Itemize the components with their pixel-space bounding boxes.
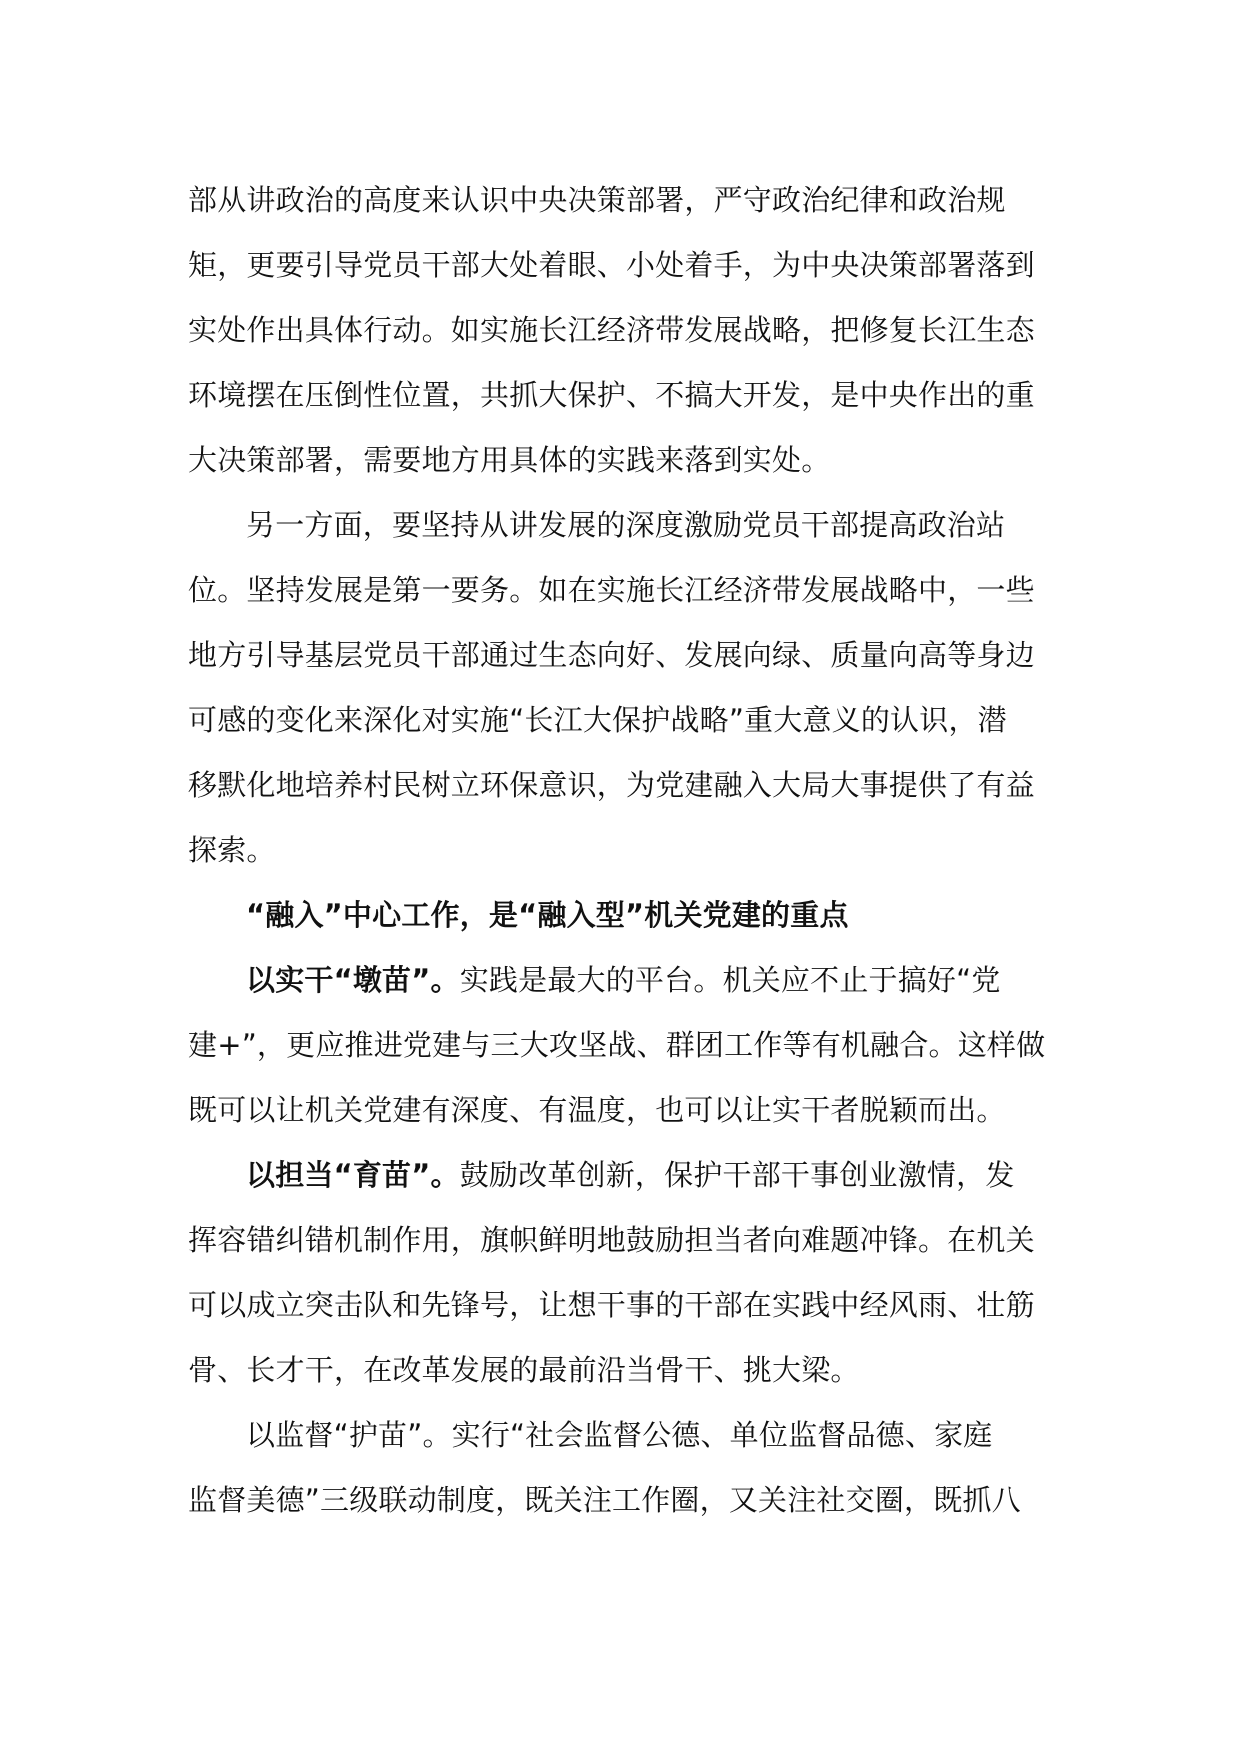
paragraph-first-line-rest: 鼓励改革创新，保护干部干事创业激情，发 — [459, 1158, 1015, 1192]
document-body — [188, 168, 1053, 1533]
text-line: 骨、长才干，在改革发展的最前沿当骨干、挑大梁。 — [188, 1353, 860, 1387]
text-line: 可感的变化来深化对实施“长江大保护战略”重大意义的认识，潜 — [188, 703, 1007, 737]
text-line: 大决策部署，需要地方用具体的实践来落到实处。 — [188, 443, 831, 477]
text-line: 实处作出具体行动。如实施长江经济带发展战略，把修复长江生态 — [188, 313, 1035, 347]
text-line — [188, 1143, 1053, 1208]
text-line: 位。坚持发展是第一要务。如在实施长江经济带发展战略中，一些 — [188, 573, 1035, 607]
text-line: 建+”，更应推进党建与三大攻坚战、群团工作等有机融合。这样做 — [188, 1028, 1046, 1062]
text-line: 探索。 — [188, 833, 276, 867]
text-line: 地方引导基层党员干部通过生态向好、发展向绿、质量向高等身边 — [188, 638, 1035, 672]
paragraph-6 — [188, 1403, 1053, 1533]
text-line: 监督美德”三级联动制度，既关注工作圈，又关注社交圈，既抓八 — [188, 1483, 1021, 1517]
paragraph-4 — [188, 948, 1053, 1143]
text-line: 挥容错纠错机制作用，旗帜鲜明地鼓励担当者向难题冲锋。在机关 — [188, 1223, 1035, 1257]
section-heading — [188, 883, 1053, 948]
text-line — [188, 948, 1053, 1013]
text-line: 移默化地培养村民树立环保意识，为党建融入大局大事提供了有益 — [188, 768, 1035, 802]
paragraph-5 — [188, 1143, 1053, 1403]
text-line: 以监督“护苗”。实行“社会监督公德、单位监督品德、家庭 — [246, 1418, 993, 1452]
heading-text: “融入”中心工作，是“融入型”机关党建的重点 — [246, 898, 849, 932]
paragraph-lead: 以实干“墩苗”。 — [246, 963, 460, 997]
paragraph-first-line-rest: 实践是最大的平台。机关应不止于搞好“党 — [459, 963, 1001, 997]
text-line: 既可以让机关党建有深度、有温度，也可以让实干者脱颖而出。 — [188, 1093, 1006, 1127]
text-line: 可以成立突击队和先锋号，让想干事的干部在实践中经风雨、壮筋 — [188, 1288, 1035, 1322]
paragraph-lead: 以担当“育苗”。 — [246, 1158, 460, 1192]
text-line: 矩，更要引导党员干部大处着眼、小处着手，为中央决策部署落到 — [188, 248, 1035, 282]
text-line: 另一方面，要坚持从讲发展的深度激励党员干部提高政治站 — [246, 508, 1006, 542]
paragraph-2 — [188, 493, 1053, 883]
text-line: 部从讲政治的高度来认识中央决策部署，严守政治纪律和政治规 — [188, 183, 1006, 217]
paragraph-1 — [188, 168, 1053, 493]
text-line: 环境摆在压倒性位置，共抓大保护、不搞大开发，是中央作出的重 — [188, 378, 1035, 412]
